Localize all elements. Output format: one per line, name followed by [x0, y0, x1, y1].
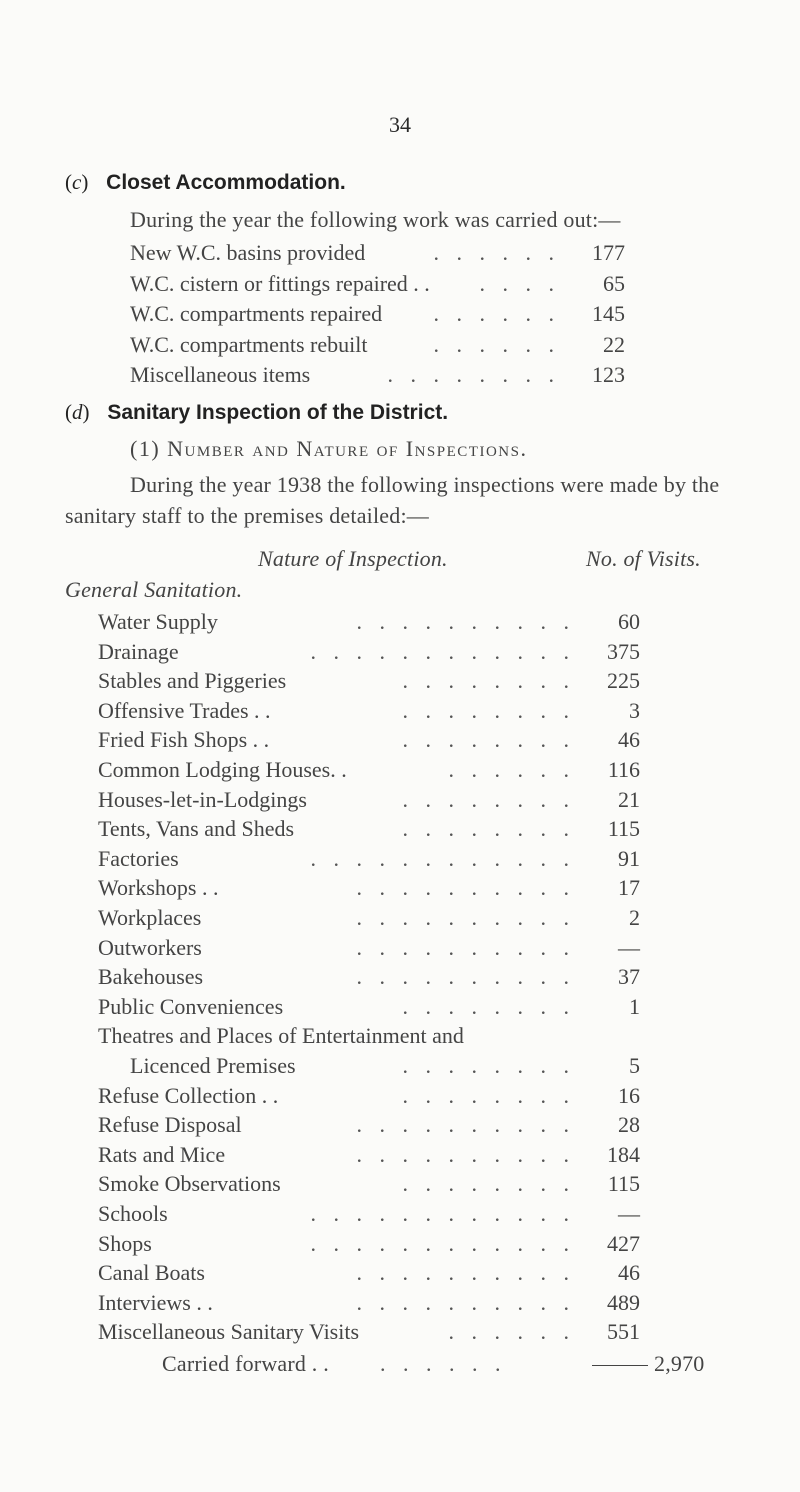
leader-dots: . . . . . .	[433, 331, 560, 357]
item-label: W.C. compartments rebuilt	[130, 331, 368, 357]
carried-forward-total	[592, 1351, 705, 1377]
leader-dots: . . . . . . . . . .	[356, 934, 575, 960]
item-label: W.C. compartments repaired	[130, 301, 383, 326]
item-label: Workplaces	[98, 905, 202, 930]
list-item	[0, 1083, 800, 1113]
leader-dots: . . . . . .	[433, 240, 560, 265]
item-value: 427	[607, 1230, 640, 1256]
item-value: 16	[618, 1082, 640, 1108]
item-value: 116	[607, 757, 640, 782]
list-item	[0, 639, 800, 669]
item-label: Drainage	[98, 638, 179, 664]
item-label: New W.C. basins provided	[130, 240, 366, 265]
leader-dots: . . . . . . . .	[402, 697, 575, 723]
leader-dots: . . . . . . . . . .	[356, 1141, 575, 1167]
leader-dots: . . . . . . . . . .	[356, 905, 575, 930]
list-item	[0, 609, 800, 639]
rule-line	[592, 1365, 648, 1366]
list-item	[0, 240, 800, 270]
item-value: 46	[618, 1260, 640, 1286]
list-item	[0, 875, 800, 905]
list-item	[0, 1319, 800, 1349]
leader-dots: . . . . . . . . . . . .	[310, 845, 575, 871]
leader-dots: . . . . . . . . . .	[356, 875, 575, 901]
item-value: 115	[607, 816, 640, 842]
item-label: Refuse Collection . .	[98, 1082, 279, 1108]
column-header-visits: No. of Visits.	[586, 546, 701, 571]
item-value: 489	[607, 1289, 640, 1315]
page-number: 34	[389, 112, 411, 137]
list-item	[0, 668, 800, 698]
leader-dots: . . . .	[479, 270, 560, 296]
item-label: Rats and Mice	[98, 1141, 226, 1167]
item-label: Interviews . .	[98, 1289, 213, 1315]
leader-dots: . . . . . . . .	[402, 786, 575, 812]
item-label: Refuse Disposal	[98, 1112, 242, 1138]
leader-dots: . . . . . . . . . .	[356, 1260, 575, 1286]
item-label: Outworkers	[98, 934, 202, 960]
list-item	[0, 727, 800, 757]
item-value: 115	[607, 1171, 640, 1197]
list-item	[0, 994, 800, 1024]
item-value: 60	[618, 609, 640, 634]
leader-dots: . . . . . . . .	[387, 362, 560, 387]
list-item	[0, 816, 800, 846]
list-item	[0, 1171, 800, 1201]
item-value: 91	[618, 845, 640, 871]
item-label: Miscellaneous Sanitary Visits	[98, 1319, 360, 1345]
list-item	[0, 905, 800, 935]
list-item	[0, 787, 800, 817]
column-header-nature: Nature of Inspection.	[258, 546, 448, 571]
list-item	[0, 964, 800, 994]
item-value: 17	[618, 875, 640, 901]
leader-dots: . . . . . . . . . . . .	[310, 1201, 575, 1226]
list-item	[0, 362, 800, 392]
list-item	[0, 1260, 800, 1290]
section-d-tag: (d)	[65, 400, 90, 424]
item-label: Miscellaneous items	[130, 362, 311, 387]
leader-dots: . . . . . .	[433, 301, 560, 326]
item-label: Schools	[98, 1201, 168, 1226]
item-value: 123	[592, 362, 625, 387]
item-label: Workshops . .	[98, 875, 219, 901]
item-value: 22	[603, 331, 625, 357]
item-value: 3	[629, 697, 640, 723]
leader-dots: . . . . . . . . . .	[356, 1289, 575, 1315]
item-value: 1	[629, 993, 640, 1019]
section-c-title: Closet Accommodation.	[106, 171, 346, 194]
leader-dots: . . . . . . . . . .	[356, 964, 575, 990]
list-item	[0, 1201, 800, 1231]
list-item	[0, 1231, 800, 1261]
carried-forward-dots: . . . . . .	[380, 1351, 507, 1376]
item-value: 46	[618, 727, 640, 753]
leader-dots: . . . . . . . .	[402, 727, 575, 753]
list-item	[0, 1053, 800, 1083]
list-item	[0, 698, 800, 728]
list-item	[0, 271, 800, 301]
item-value: 177	[592, 240, 625, 265]
leader-dots: . . . . . . . .	[402, 1053, 575, 1078]
section-d-heading	[65, 400, 448, 425]
item-label: Licenced Premises	[130, 1053, 296, 1078]
item-value: 2	[629, 905, 640, 930]
carried-forward-label: Carried forward . .	[162, 1351, 329, 1376]
item-label: Smoke Observations	[98, 1171, 281, 1197]
item-value: 145	[592, 301, 625, 326]
item-value: 5	[629, 1053, 640, 1078]
section-c-tag: (c)	[65, 170, 89, 194]
list-item	[0, 1023, 800, 1053]
list-item	[0, 1142, 800, 1172]
item-value: 375	[607, 638, 640, 664]
item-label: Common Lodging Houses. .	[98, 757, 347, 782]
item-value: 28	[618, 1112, 640, 1138]
section-c-heading	[65, 170, 346, 195]
list-item	[0, 757, 800, 787]
item-value: 184	[607, 1141, 640, 1167]
item-value: —	[618, 934, 640, 960]
leader-dots: . . . . . . . .	[402, 668, 575, 694]
leader-dots: . . . . . . . .	[402, 1171, 575, 1197]
section-d-intro-line1: During the year 1938 the following inspections were made by the	[130, 472, 720, 497]
list-item	[0, 301, 800, 331]
leader-dots: . . . . . . . .	[402, 816, 575, 842]
item-value: 65	[603, 270, 625, 296]
item-label: Fried Fish Shops . .	[98, 727, 270, 753]
leader-dots: . . . . . . . . . .	[356, 609, 575, 634]
list-item	[0, 1290, 800, 1320]
item-label: Offensive Trades . .	[98, 697, 271, 723]
item-label: W.C. cistern or fittings repaired . .	[130, 270, 430, 296]
inspections-subheading: (1) Number and Nature of Inspections.	[130, 436, 528, 461]
item-value: 21	[618, 786, 640, 812]
item-label: Tents, Vans and Sheds	[98, 816, 295, 842]
item-label: Water Supply	[98, 609, 218, 634]
leader-dots: . . . . . . . .	[402, 993, 575, 1019]
leader-dots: . . . . . . . . . . . .	[310, 638, 575, 664]
item-label: Houses-let-in-Lodgings	[98, 786, 307, 812]
item-value: —	[618, 1201, 640, 1226]
item-label: Public Conveniences	[98, 993, 284, 1019]
leader-dots: . . . . . . . . . .	[356, 1112, 575, 1138]
list-item	[0, 332, 800, 362]
item-label: Canal Boats	[98, 1260, 205, 1286]
list-item	[0, 935, 800, 965]
list-item	[0, 1112, 800, 1142]
leader-dots: . . . . . .	[448, 1319, 575, 1345]
section-c-intro: During the year the following work was carried out:—	[130, 207, 621, 232]
section-d-title: Sanitary Inspection of the District.	[107, 401, 449, 424]
leader-dots: . . . . . .	[448, 757, 575, 782]
item-label: Shops	[98, 1230, 152, 1256]
list-item	[0, 846, 800, 876]
group-title-general-sanitation: General Sanitation.	[65, 577, 243, 602]
leader-dots: . . . . . . . .	[402, 1082, 575, 1108]
item-label: Stables and Piggeries	[98, 668, 287, 694]
item-value: 551	[607, 1319, 640, 1345]
item-label: Factories	[98, 845, 179, 871]
item-label: Theatres and Places of Entertainment and	[98, 1023, 464, 1049]
carried-forward-total-value: 2,970	[654, 1351, 705, 1376]
item-value: 225	[607, 668, 640, 694]
leader-dots: . . . . . . . . . . . .	[310, 1230, 575, 1256]
item-value: 37	[618, 964, 640, 990]
section-d-intro-line2: sanitary staff to the premises detailed:—	[65, 503, 429, 528]
item-label: Bakehouses	[98, 964, 204, 990]
